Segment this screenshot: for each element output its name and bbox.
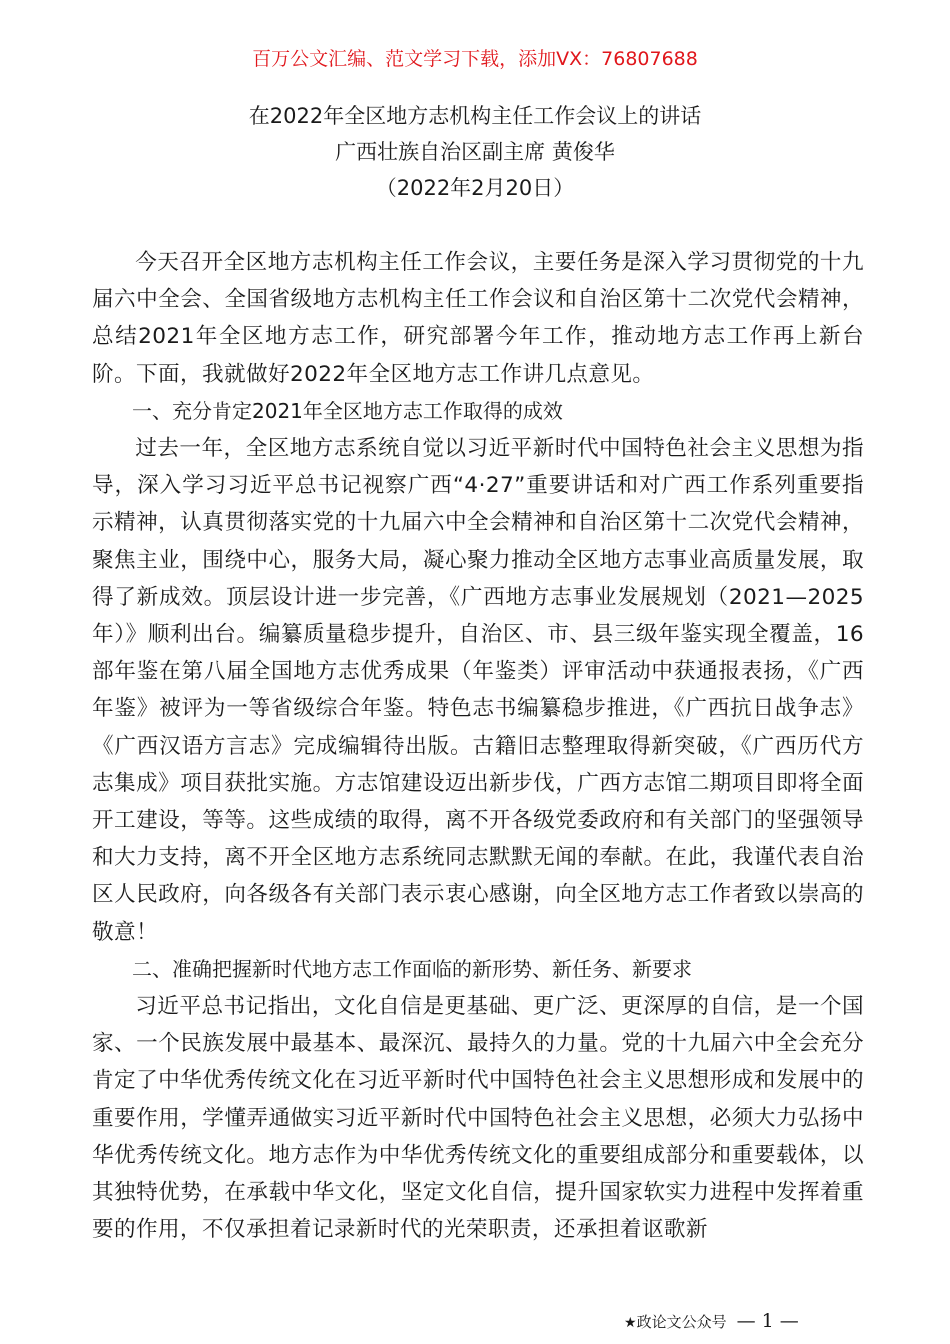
- speech-date: （2022年2月20日）: [375, 176, 575, 200]
- speech-title: 在2022年全区地方志机构主任工作会议上的讲话: [248, 104, 702, 128]
- section-heading-1: 一、充分肯定2021年全区地方志工作取得的成效: [132, 398, 563, 423]
- page-number: — 1 —: [736, 1310, 799, 1332]
- paragraph-new-situation: 习近平总书记指出，文化自信是更基础、更广泛、更深厚的自信，是一个国家、一个民族发展中最基本、最深沉、最持久的力量。党的十九届六中全会充分肯定了中华优秀传统文化在习近平新时代中国特色社会主义思想形成和发展中的重要作用，学懂弄通做实习近平新时代中国特色社会主义思想，必须大力弘扬中华优秀传统文化。地方志作为中华优秀传统文化的重要组成部分和重要载体，以其独特优势，在承载中华文化，坚定文化自信，提升国家软实力进程中发挥着重要的作用，不仅承担着记录新时代的光荣职责，还承担着讴歌新: [92, 994, 864, 1243]
- title-block: [0, 98, 950, 206]
- paragraph-intro: 今天召开全区地方志机构主任工作会议，主要任务是深入学习贯彻党的十九届六中全会、全国省级地方志机构主任工作会议和自治区第十二次党代会精神，总结2021年全区地方志工作，研究部署今年工作，推动地方志工作再上新台阶。下面，我就做好2022年全区地方志工作讲几点意见。: [92, 250, 864, 387]
- footer-source: 政论文公众号: [636, 1313, 727, 1331]
- speech-body: [92, 244, 864, 1248]
- section-heading-2: 二、准确把握新时代地方志工作面临的新形势、新任务、新要求: [132, 956, 692, 981]
- download-banner: 百万公文汇编、范文学习下载，添加VX：76807688: [252, 48, 698, 70]
- page-footer: [624, 1310, 799, 1334]
- speaker-line: 广西壮族自治区副主席 黄俊华: [335, 140, 615, 164]
- paragraph-achievements: 过去一年，全区地方志系统自觉以习近平新时代中国特色社会主义思想为指导，深入学习习近平总书记视察广西“4·27”重要讲话和对广西工作系列重要指示精神，认真贯彻落实党的十九届六中全会精神和自治区第十二次党代会精神，聚焦主业，围绕中心，服务大局，凝心聚力推动全区地方志事业高质量发展，取得了新成效。顶层设计进一步完善，《广西地方志事业发展规划（2021—2025年）》顺利出台。编纂质量稳步提升，自治区、市、县三级年鉴实现全覆盖，16部年鉴在第八届全国地方志优秀成果（年鉴类）评审活动中获通报表扬，《广西年鉴》被评为一等省级综合年鉴。特色志书编纂稳步推进，《广西抗日战争志》《广西汉语方言志》完成编辑待出版。古籍旧志整理取得新突破，《广西历代方志集成》项目获批实施。方志馆建设迈出新步伐，广西方志馆二期项目即将全面开工建设，等等。这些成绩的取得，离不开各级党委政府和有关部门的坚强领导和大力支持，离不开全区地方志系统同志默默无闻的奉献。在此，我谨代表自治区人民政府，向各级各有关部门表示衷心感谢，向全区地方志工作者致以崇高的敬意！: [92, 436, 864, 945]
- star-icon: ★: [624, 1315, 637, 1331]
